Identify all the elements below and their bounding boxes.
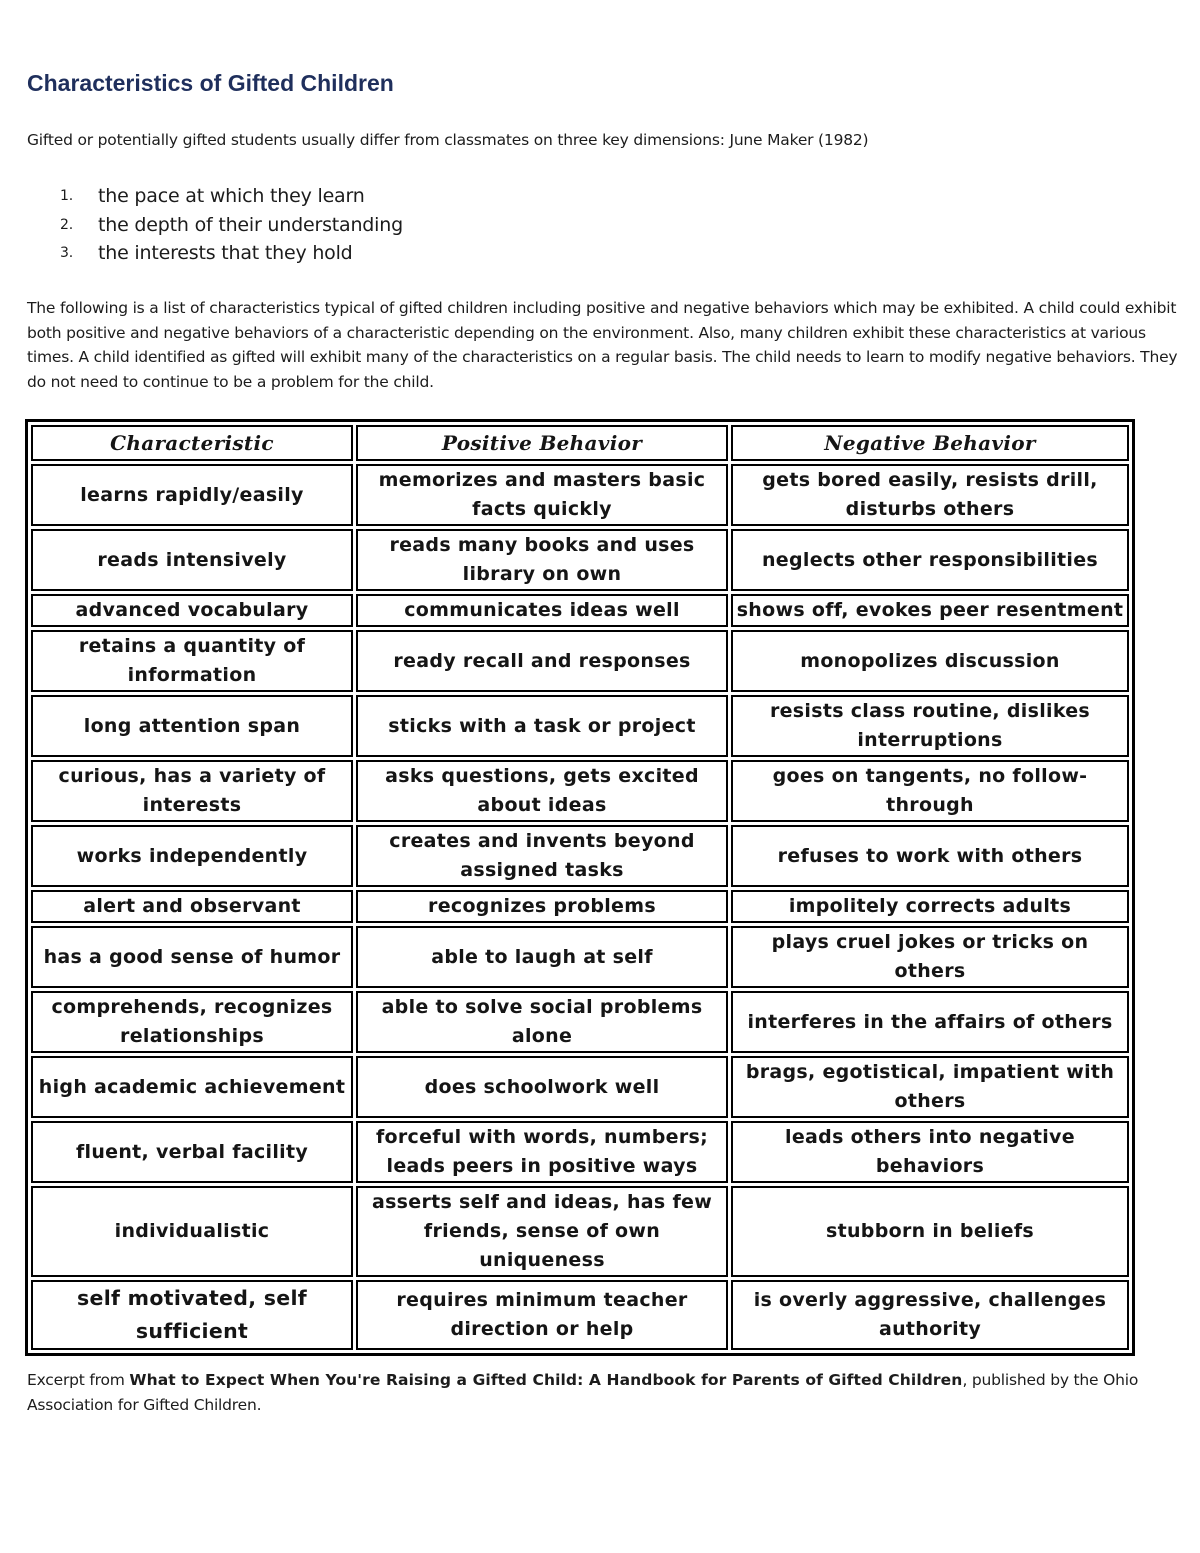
cell-characteristic: reads intensively	[31, 529, 353, 591]
table-row	[31, 1121, 1129, 1183]
cell-characteristic: long attention span	[31, 695, 353, 757]
list-number: 3.	[60, 245, 73, 261]
list-item	[60, 182, 403, 211]
page-title: Characteristics of Gifted Children	[27, 70, 394, 96]
excerpt-citation	[27, 1368, 1187, 1417]
cell-positive: does schoolwork well	[356, 1056, 728, 1118]
cell-characteristic: learns rapidly/easily	[31, 464, 353, 526]
cell-negative: neglects other responsibilities	[731, 529, 1129, 591]
excerpt-suffix: , published by the Ohio Association for Gifted Children.	[27, 1371, 1139, 1414]
cell-negative: leads others into negative behaviors	[731, 1121, 1129, 1183]
cell-characteristic: alert and observant	[31, 890, 353, 923]
table-row	[31, 760, 1129, 822]
cell-negative: is overly aggressive, challenges authority	[731, 1280, 1129, 1350]
cell-positive: sticks with a task or project	[356, 695, 728, 757]
cell-negative: refuses to work with others	[731, 825, 1129, 887]
table-row	[31, 890, 1129, 923]
cell-positive: reads many books and uses library on own	[356, 529, 728, 591]
table-row	[31, 1186, 1129, 1277]
cell-characteristic: advanced vocabulary	[31, 594, 353, 627]
cell-positive: communicates ideas well	[356, 594, 728, 627]
intro-text: Gifted or potentially gifted students usually differ from classmates on three key dimensions: June Maker (1982)	[27, 131, 869, 149]
table-row	[31, 695, 1129, 757]
list-number: 2.	[60, 216, 73, 233]
list-item-text: the interests that they hold	[98, 242, 353, 264]
table-row	[31, 1280, 1129, 1350]
cell-characteristic: high academic achievement	[31, 1056, 353, 1118]
cell-negative: stubborn in beliefs	[731, 1186, 1129, 1277]
table-row	[31, 926, 1129, 988]
cell-positive: requires minimum teacher direction or help	[356, 1280, 728, 1350]
cell-negative: interferes in the affairs of others	[731, 991, 1129, 1053]
cell-characteristic: individualistic	[31, 1186, 353, 1277]
header-characteristic: Characteristic	[31, 425, 353, 461]
list-item-text: the pace at which they learn	[98, 185, 365, 207]
cell-characteristic: self motivated, self sufficient	[31, 1280, 353, 1350]
list-item-text: the depth of their understanding	[98, 213, 403, 236]
table-row	[31, 1056, 1129, 1118]
cell-positive: asks questions, gets excited about ideas	[356, 760, 728, 822]
cell-positive: forceful with words, numbers; leads peers in positive ways	[356, 1121, 728, 1183]
list-item	[60, 239, 403, 268]
characteristics-table	[25, 419, 1135, 1356]
table-row	[31, 464, 1129, 526]
cell-positive: asserts self and ideas, has few friends, sense of own uniqueness	[356, 1186, 728, 1277]
table-row	[31, 594, 1129, 627]
book-title: What to Expect When You're Raising a Gifted Child: A Handbook for Parents of Gifted Children	[129, 1371, 963, 1389]
cell-positive: able to laugh at self	[356, 926, 728, 988]
cell-characteristic: curious, has a variety of interests	[31, 760, 353, 822]
header-negative-behavior: Negative Behavior	[731, 425, 1129, 461]
cell-positive: recognizes problems	[356, 890, 728, 923]
dimensions-list	[60, 182, 403, 268]
cell-positive: ready recall and responses	[356, 630, 728, 692]
cell-negative: goes on tangents, no follow-through	[731, 760, 1129, 822]
cell-negative: gets bored easily, resists drill, disturbs others	[731, 464, 1129, 526]
table-header-row	[31, 425, 1129, 461]
cell-characteristic: comprehends, recognizes relationships	[31, 991, 353, 1053]
table-row	[31, 630, 1129, 692]
cell-positive: able to solve social problems alone	[356, 991, 728, 1053]
table-row	[31, 529, 1129, 591]
cell-positive: creates and invents beyond assigned tasks	[356, 825, 728, 887]
cell-characteristic: has a good sense of humor	[31, 926, 353, 988]
table-row	[31, 991, 1129, 1053]
cell-negative: brags, egotistical, impatient with others	[731, 1056, 1129, 1118]
excerpt-prefix: Excerpt from	[27, 1371, 130, 1389]
cell-negative: resists class routine, dislikes interruptions	[731, 695, 1129, 757]
cell-negative: impolitely corrects adults	[731, 890, 1129, 923]
cell-characteristic: retains a quantity of information	[31, 630, 353, 692]
cell-positive: memorizes and masters basic facts quickly	[356, 464, 728, 526]
cell-characteristic: works independently	[31, 825, 353, 887]
header-positive-behavior: Positive Behavior	[356, 425, 728, 461]
table-container	[25, 419, 1135, 1356]
description-paragraph: The following is a list of characteristics typical of gifted children including positive and negative behaviors which may be exhibited. A child could exhibit both positive and negative behaviors of a characteristic depending on the environment. Also, many children exhibit these characteristics at various times. A child identified as gifted will exhibit many of the characteristics on a regular basis. The child needs to learn to modify negative behaviors. They do not need to continue to be a problem for the child.	[27, 299, 1178, 391]
cell-negative: monopolizes discussion	[731, 630, 1129, 692]
cell-characteristic: fluent, verbal facility	[31, 1121, 353, 1183]
table-row	[31, 825, 1129, 887]
list-number: 1.	[60, 188, 73, 204]
list-item	[60, 211, 403, 240]
cell-negative: shows off, evokes peer resentment	[731, 594, 1129, 627]
cell-negative: plays cruel jokes or tricks on others	[731, 926, 1129, 988]
